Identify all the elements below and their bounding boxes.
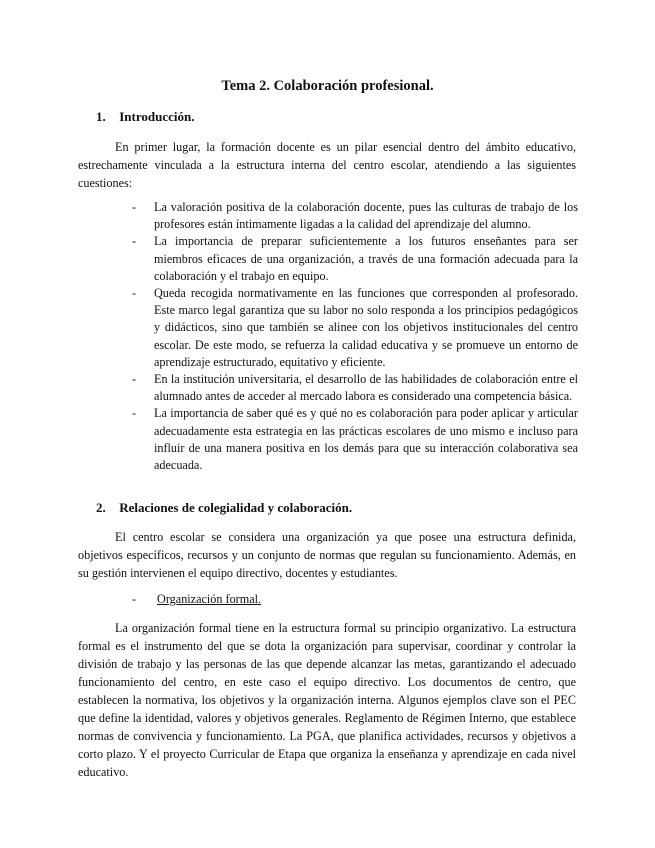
- bullet-text: En la institución universitaria, el desarrollo de las habilidades de colaboración entre el alumnado antes de acceder al mercado labora es considerado una competencia básica.: [154, 372, 578, 404]
- section-1-number: 1.: [96, 109, 106, 124]
- bullet-item: [132, 371, 578, 405]
- bullet-dash: -: [132, 234, 137, 249]
- bullet-dash: -: [132, 200, 137, 214]
- bullet-text: La importancia de preparar suficientemente a los futuros enseñantes para ser miembros eficaces de una organización, a través de una formación adecuada para la colaboración y el trabajo en equipo.: [154, 234, 578, 283]
- section-2-intro-paragraph: El centro escolar se considera una organización ya que posee una estructura definida, objetivos específicos, recursos y un conjunto de normas que regulan su funcionamiento. Además, en su gestión intervienen el equipo directivo, docentes y estudiantes.: [78, 530, 576, 580]
- section-1-heading: [96, 108, 195, 126]
- section-2-title: Relaciones de colegialidad y colaboración.: [119, 500, 353, 515]
- subheading-dash: -: [132, 592, 137, 606]
- section-1-bullet-list: [132, 199, 578, 474]
- bullet-item: [132, 233, 578, 285]
- document-title: Tema 2. Colaboración profesional.: [221, 78, 434, 94]
- bullet-item: [132, 405, 578, 474]
- bullet-dash: -: [132, 286, 137, 301]
- organizacion-formal-paragraph: La organización formal tiene en la estructura formal su principio organizativo. La estructura formal es el instrumento del que se dota la organización para supervisar, coordinar y controlar la división de trabajo y las personas de las que depende alcanzar las metas, garantizando el adecuado funcionamiento del centro, en este caso el equipo directivo. Los documentos de centro, que establecen la normativa, los objetivos y la organización interna. Algunos ejemplos clave son el PEC que define la identidad, valores y objetivos generales. Reglamento de Régimen Interno, que establece normas de convivencia y funcionamiento. La PGA, que planifica actividades, recursos y objetivos a corto plazo. Y el proyecto Curricular de Etapa que organiza la enseñanza y aprendizaje en cada nivel educativo.: [78, 621, 576, 779]
- section-1-intro-paragraph: En primer lugar, la formación docente es un pilar esencial dentro del ámbito educativo, estrechamente vinculada a la estructura interna del centro escolar, atendiendo a las siguientes cuestiones:: [78, 140, 576, 190]
- bullet-dash: -: [132, 406, 137, 421]
- subheading-label: Organización formal.: [157, 592, 262, 606]
- organizacion-formal-subheading: [132, 590, 261, 608]
- bullet-text: Queda recogida normativamente en las funciones que corresponden al profesorado. Este marco legal garantiza que su labor no solo responda a los principios pedagógicos y didácticos, sino que también se alinee con los objetivos institucionales del centro escolar. De este modo, se refuerza la calidad educativa y se promueve un entorno de aprendizaje estructurado, equitativo y eficiente.: [154, 286, 578, 369]
- bullet-text: La importancia de saber qué es y qué no es colaboración para poder aplicar y articular adecuadamente esta estrategia en las prácticas escolares de uno mismo e incluso para influir de una manera positiva en los demás para que su interacción colaborativa sea adecuada.: [154, 406, 578, 473]
- bullet-item: [132, 285, 578, 371]
- bullet-text: La valoración positiva de la colaboración docente, pues las culturas de trabajo de los profesores están íntimamente ligadas a la calidad del aprendizaje del alumno.: [154, 200, 578, 232]
- bullet-item: [132, 199, 578, 233]
- section-2-heading: [96, 499, 352, 517]
- section-1-title: Introducción.: [119, 109, 195, 124]
- section-2-number: 2.: [96, 500, 106, 515]
- bullet-dash: -: [132, 372, 137, 387]
